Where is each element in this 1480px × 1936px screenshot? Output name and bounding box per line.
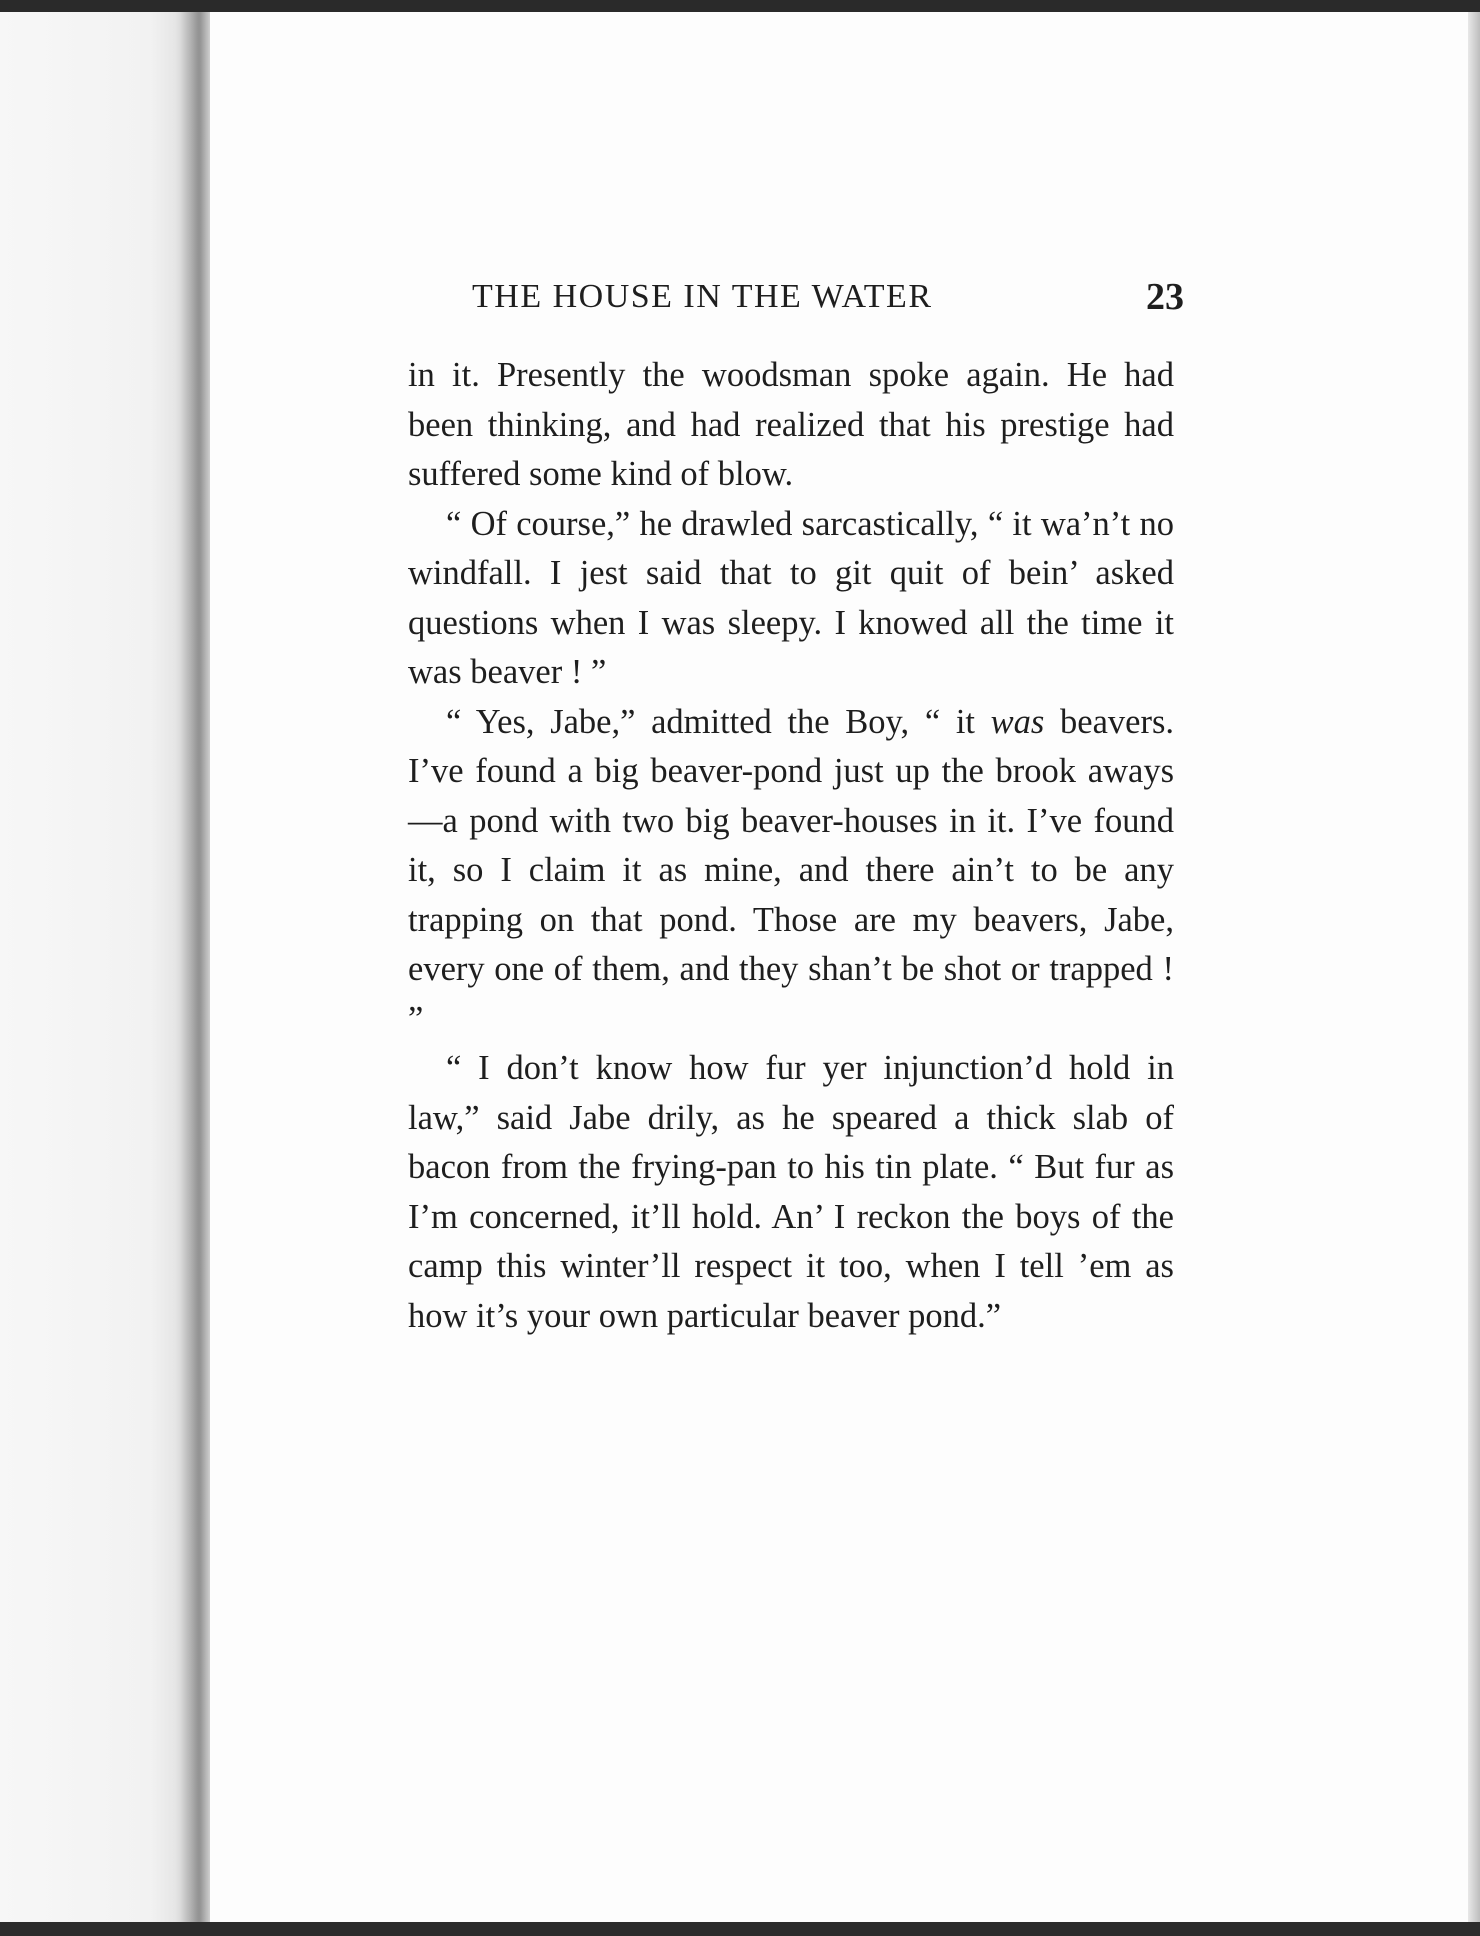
book-gutter-shadow [180, 12, 210, 1922]
paragraph-1: in it. Presently the woodsman spoke again. He had been thinking, and had realized that his prestige had suffered some kind of blow. [408, 356, 1174, 493]
running-head-title: THE HOUSE IN THE WATER [472, 278, 933, 315]
paragraph-3-after: beavers. I’ve found a big beaver-pond just up the brook aways—a pond with two big beaver-houses in it. I’ve found it, so I claim it as mine, and there ain’t to be any trapping on that pond. Those are my beavers, Jabe, every one of them, and they shan’t be shot or trapped ! ” [408, 702, 1175, 1038]
scan-frame-bottom [0, 1922, 1480, 1936]
paragraph-2: “ Of course,” he drawled sarcastically, “ it wa’n’t no windfall. I jest said that to git quit of bein’ asked questions when I was sleepy. I knowed all the time it was beaver ! ” [408, 504, 1174, 691]
paragraph-3 [408, 698, 1174, 1045]
body-text [408, 351, 1174, 1341]
paragraph-3-before: “ Yes, Jabe,” admitted the Boy, “ it [446, 702, 991, 741]
paragraph-3-emphasis: was [990, 702, 1045, 741]
paragraph-4: “ I don’t know how fur yer injunction’d hold in law,” said Jabe drily, as he speared a thick slab of bacon from the frying-pan to his tin plate. “ But fur as I’m concerned, it’ll hold. An’ I reckon the boys of the camp this winter’ll respect it too, when I tell ’em as how it’s your own particular beaver pond.” [408, 1049, 1174, 1335]
facing-page-edge [0, 12, 210, 1922]
scan-frame-top [0, 0, 1480, 12]
running-head [472, 272, 1184, 322]
page-number: 23 [1146, 276, 1184, 318]
page-right-edge [1468, 12, 1480, 1922]
